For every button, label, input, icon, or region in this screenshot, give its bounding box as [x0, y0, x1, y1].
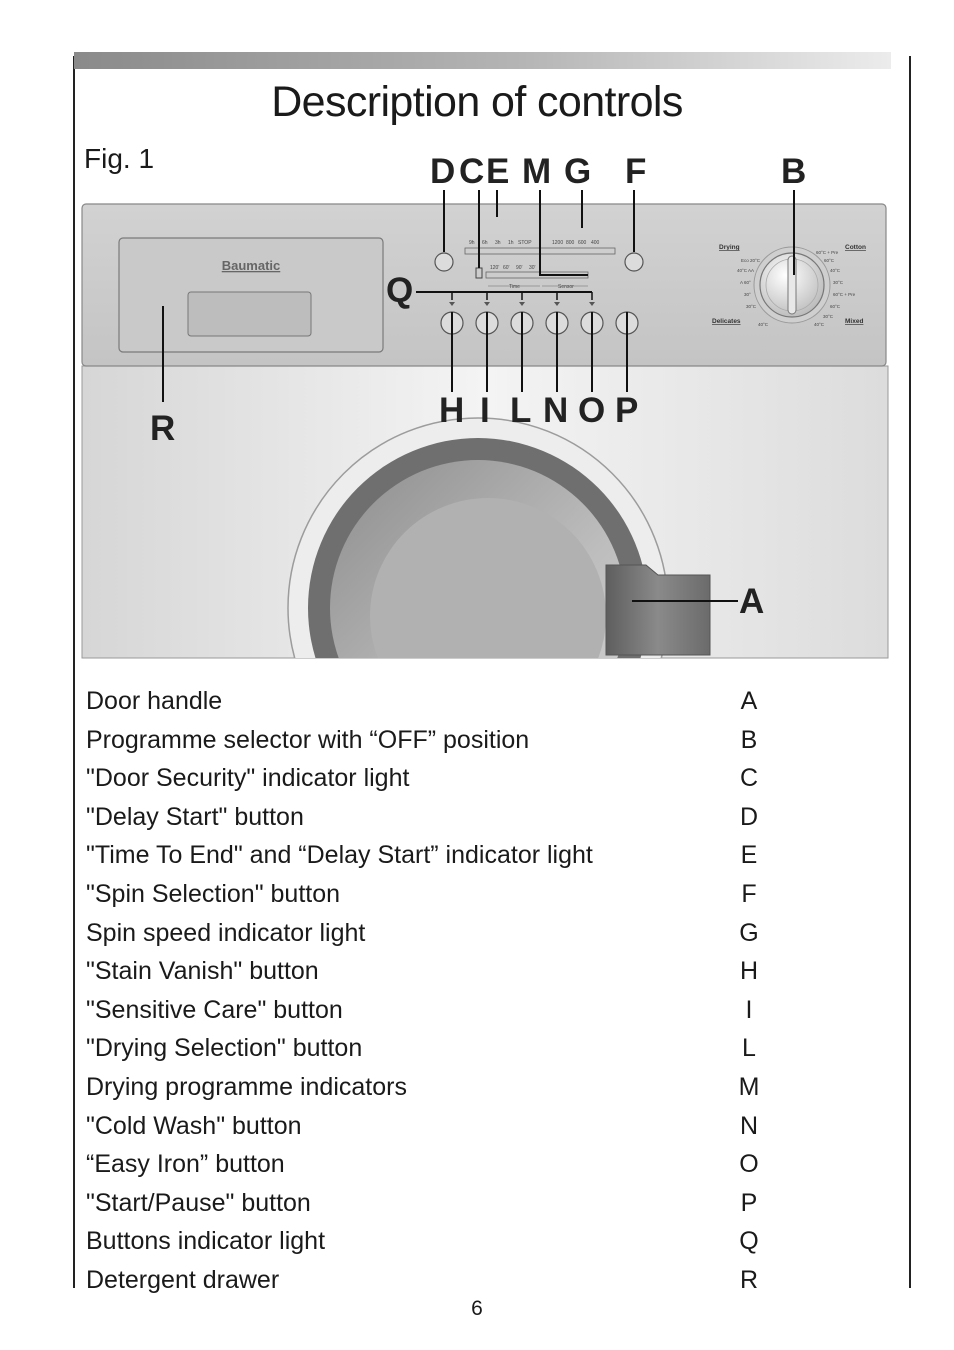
legend-label: Drying programme indicators — [86, 1072, 407, 1101]
legend-row — [86, 836, 786, 875]
legend-code: C — [739, 764, 759, 793]
controls-legend — [86, 682, 786, 1300]
page-number: 6 — [471, 1297, 483, 1320]
svg-text:30°: 30° — [744, 292, 751, 297]
callout-o: O — [578, 391, 606, 430]
svg-text:A 60°: A 60° — [740, 280, 751, 285]
legend-row — [86, 1145, 786, 1184]
legend-code: L — [742, 1034, 756, 1063]
callout-p: P — [615, 391, 639, 430]
svg-text:60°C: 60°C — [830, 304, 841, 309]
svg-text:Eco 20°C: Eco 20°C — [741, 258, 761, 263]
svg-text:400: 400 — [591, 240, 600, 246]
svg-text:Delicates: Delicates — [712, 318, 741, 325]
legend-code: M — [738, 1072, 760, 1101]
svg-text:1h: 1h — [508, 240, 514, 246]
callout-g: G — [564, 152, 592, 191]
legend-code: E — [740, 841, 758, 870]
svg-text:120': 120' — [490, 265, 500, 271]
svg-text:800: 800 — [566, 240, 575, 246]
legend-code: H — [739, 957, 759, 986]
svg-text:40°C: 40°C — [814, 322, 825, 327]
legend-code: P — [740, 1188, 758, 1217]
brand-logo: Baumatic — [221, 258, 281, 273]
legend-label: Programme selector with “OFF” position — [86, 725, 530, 754]
legend-label: “Easy Iron” button — [86, 1150, 285, 1179]
figure-label: Fig. 1 — [84, 143, 155, 174]
legend-row — [86, 991, 786, 1030]
legend-label: Door handle — [86, 687, 223, 715]
svg-text:30': 30' — [529, 265, 536, 271]
svg-text:Mixed: Mixed — [845, 318, 864, 325]
legend-code: G — [739, 918, 759, 947]
svg-text:60°C: 60°C — [824, 258, 835, 263]
legend-code: O — [739, 1150, 759, 1179]
legend-label: Spin speed indicator light — [86, 918, 366, 947]
svg-text:9h: 9h — [469, 240, 475, 246]
svg-text:STOP: STOP — [518, 240, 532, 246]
drawer-handle-recess — [188, 292, 311, 336]
legend-row — [86, 1184, 786, 1223]
callout-r: R — [150, 409, 176, 448]
svg-text:Cotton: Cotton — [845, 244, 866, 251]
legend-label: "Door Security" indicator light — [86, 764, 410, 793]
callout-m: M — [522, 152, 552, 191]
svg-text:3h: 3h — [495, 240, 501, 246]
callout-a: A — [739, 582, 765, 621]
svg-text:30°C: 30°C — [746, 304, 757, 309]
svg-text:60°C + Pre: 60°C + Pre — [816, 250, 839, 255]
legend-code: Q — [739, 1227, 759, 1256]
legend-label: Buttons indicator light — [86, 1227, 326, 1256]
svg-text:60°C + Pre: 60°C + Pre — [833, 292, 856, 297]
legend-row — [86, 721, 786, 760]
legend-row — [86, 798, 786, 837]
svg-text:Time: Time — [509, 284, 520, 290]
callout-d: D — [430, 152, 456, 191]
legend-code: A — [740, 687, 758, 715]
svg-text:600: 600 — [578, 240, 587, 246]
delay-start-button — [435, 253, 453, 271]
svg-text:1200: 1200 — [552, 240, 564, 246]
legend-label: Detergent drawer — [86, 1265, 280, 1294]
svg-text:60': 60' — [503, 265, 510, 271]
callout-q: Q — [386, 271, 414, 310]
legend-row — [86, 1261, 786, 1300]
legend-label: "Time To End" and “Delay Start” indicator light — [86, 841, 593, 870]
legend-label: "Cold Wash" button — [86, 1111, 302, 1140]
svg-text:40°C: 40°C — [758, 322, 769, 327]
legend-row — [86, 1107, 786, 1146]
svg-text:40°C: 40°C — [830, 268, 841, 273]
svg-text:90': 90' — [516, 265, 523, 271]
legend-code: B — [740, 725, 758, 754]
legend-row — [86, 875, 786, 914]
callout-n: N — [543, 391, 569, 430]
legend-code: F — [741, 879, 757, 908]
callout-l: L — [510, 391, 532, 430]
legend-row — [86, 682, 786, 721]
legend-code: R — [739, 1265, 759, 1294]
svg-text:6h: 6h — [482, 240, 488, 246]
legend-row — [86, 759, 786, 798]
legend-code: D — [739, 802, 759, 831]
legend-code: I — [745, 995, 753, 1024]
spin-selection-button — [625, 253, 643, 271]
callout-f: F — [625, 152, 647, 191]
callout-i: I — [480, 391, 490, 430]
svg-text:40°C AA: 40°C AA — [737, 268, 755, 273]
svg-text:Sensor: Sensor — [558, 284, 574, 290]
legend-row — [86, 1068, 786, 1107]
callout-e: E — [486, 152, 510, 191]
legend-row — [86, 1222, 786, 1261]
page-title: Description of controls — [271, 78, 683, 126]
legend-label: "Stain Vanish" button — [86, 957, 319, 986]
legend-row — [86, 952, 786, 991]
callout-h: H — [439, 391, 465, 430]
legend-row — [86, 914, 786, 953]
callout-b: B — [781, 152, 807, 191]
door-handle — [606, 565, 710, 655]
callout-c: C — [459, 152, 485, 191]
svg-text:30°C: 30°C — [833, 280, 844, 285]
legend-label: "Drying Selection" button — [86, 1034, 363, 1063]
legend-label: "Spin Selection" button — [86, 879, 341, 908]
svg-text:30°C: 30°C — [823, 314, 834, 319]
legend-label: "Delay Start" button — [86, 802, 304, 831]
legend-label: "Sensitive Care" button — [86, 995, 343, 1024]
legend-code: N — [739, 1111, 759, 1140]
svg-text:Drying: Drying — [719, 244, 740, 251]
legend-label: "Start/Pause" button — [86, 1188, 311, 1217]
legend-row — [86, 1029, 786, 1068]
